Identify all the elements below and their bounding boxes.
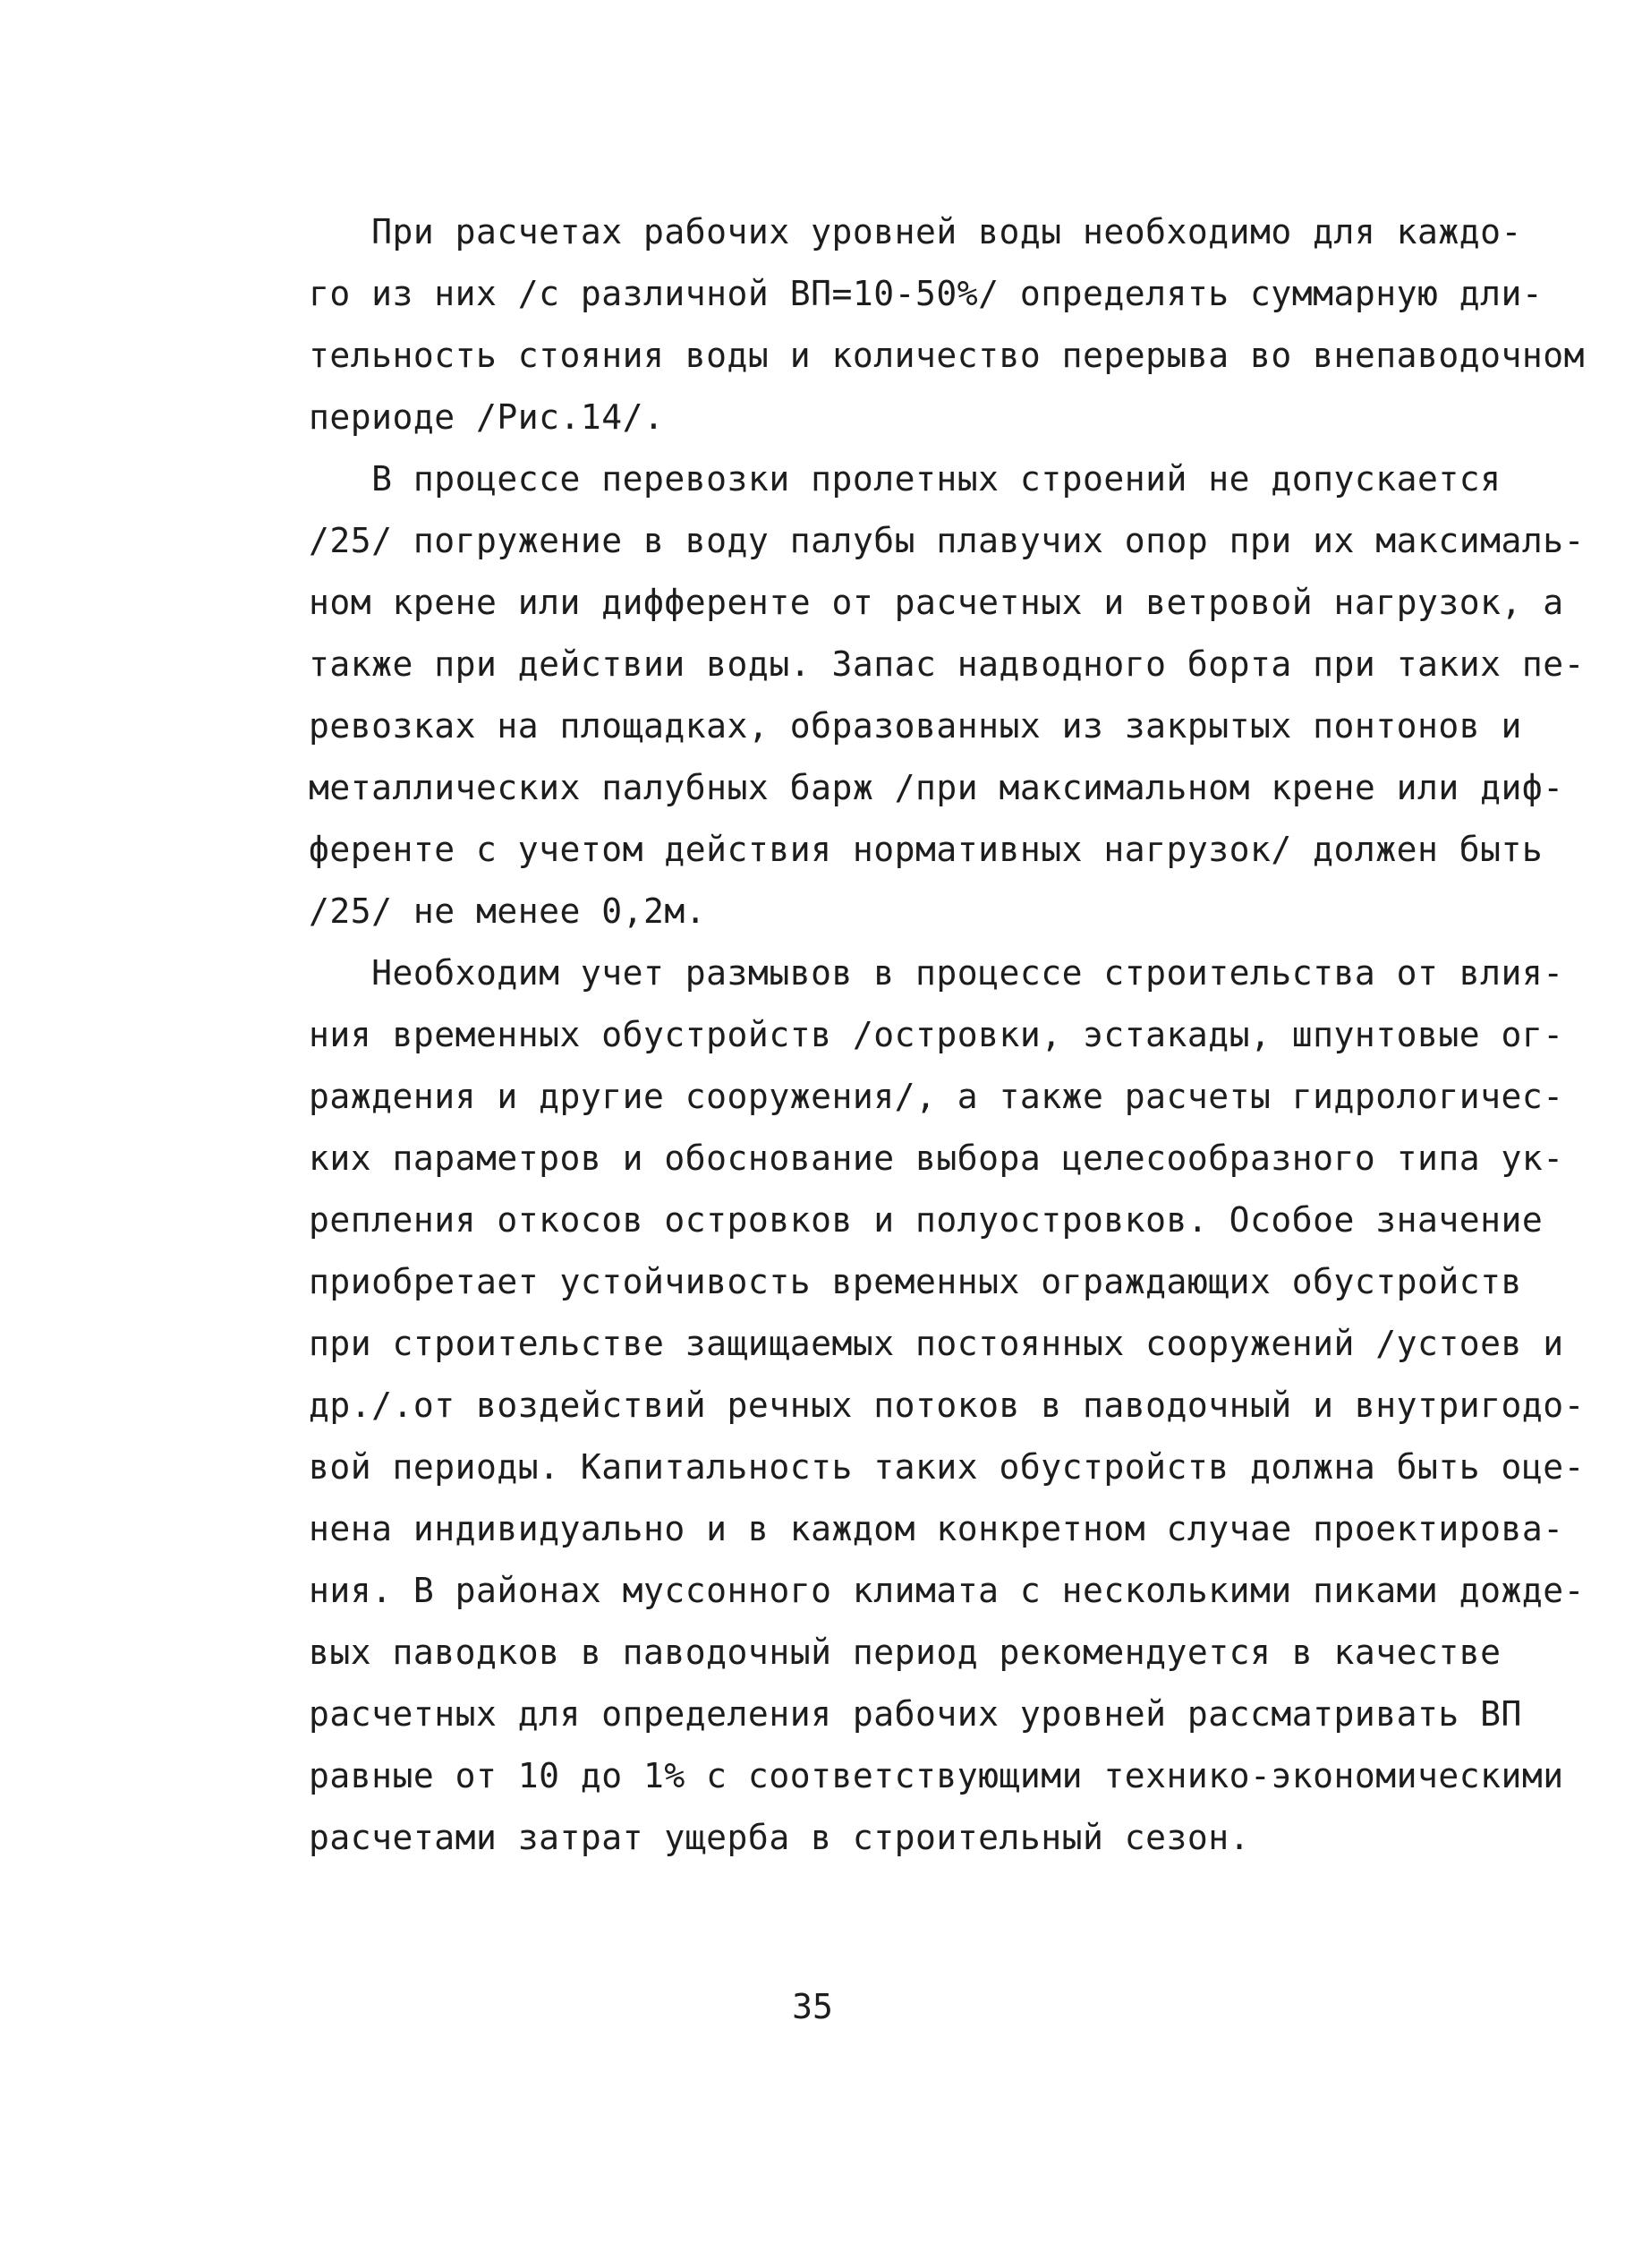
text-line: расчетных для определения рабочих уровней рассматривать ВП: [309, 1694, 1522, 1734]
paragraph-3: [309, 942, 1586, 1869]
text-line: ференте с учетом действия нормативных нагрузок/ должен быть: [309, 830, 1544, 869]
text-line: ном крене или дифференте от расчетных и ветровой нагрузок, а: [309, 583, 1564, 622]
text-line: вой периоды. Капитальность таких обустройств должна быть оце-: [309, 1447, 1586, 1487]
text-line: При расчетах рабочих уровней воды необходимо для каждо-: [309, 212, 1522, 252]
text-line: нена индивидуально и в каждом конкретном случае проектирова-: [309, 1509, 1564, 1548]
text-line: ревозках на площадках, образованных из закрытых понтонов и: [309, 706, 1522, 746]
text-line: Необходим учет размывов в процессе строительства от влия-: [309, 953, 1564, 993]
text-line: ния. В районах муссонного климата с несколькими пиками дожде-: [309, 1571, 1586, 1610]
text-line: также при действии воды. Запас надводного борта при таких пе-: [309, 644, 1586, 684]
text-line: приобретает устойчивость временных ограждающих обустройств: [309, 1262, 1522, 1301]
body-text: [309, 201, 1586, 1869]
text-line: др./.от воздействий речных потоков в паводочный и внутригодо-: [309, 1386, 1586, 1425]
text-line: го из них /с различной ВП=10-50%/ определять суммарную дли-: [309, 274, 1544, 313]
paragraph-1: [309, 201, 1586, 448]
text-line: расчетами затрат ущерба в строительный сезон.: [309, 1818, 1251, 1857]
text-line: металлических палубных барж /при максимальном крене или диф-: [309, 768, 1564, 807]
text-line: /25/ погружение в воду палубы плавучих опор при их максималь-: [309, 521, 1586, 560]
text-line: равные от 10 до 1% с соответствующими технико-экономическими: [309, 1756, 1564, 1795]
text-line: В процессе перевозки пролетных строений не допускается: [309, 459, 1502, 499]
text-line: тельность стояния воды и количество перерыва во внепаводочном: [309, 336, 1586, 375]
page-number: 35: [792, 1987, 833, 2026]
text-line: раждения и другие сооружения/, а также расчеты гидрологичес-: [309, 1077, 1564, 1116]
text-line: вых паводков в паводочный период рекомендуется в качестве: [309, 1633, 1502, 1672]
paragraph-2: [309, 448, 1586, 942]
text-line: репления откосов островков и полуостровков. Особое значение: [309, 1200, 1544, 1240]
text-line: /25/ не менее 0,2м.: [309, 891, 707, 931]
text-line: при строительстве защищаемых постоянных сооружений /устоев и: [309, 1324, 1564, 1363]
text-line: ких параметров и обоснование выбора целесообразного типа ук-: [309, 1138, 1564, 1178]
text-line: ния временных обустройств /островки, эстакады, шпунтовые ог-: [309, 1015, 1564, 1054]
text-line: периоде /Рис.14/.: [309, 397, 665, 437]
